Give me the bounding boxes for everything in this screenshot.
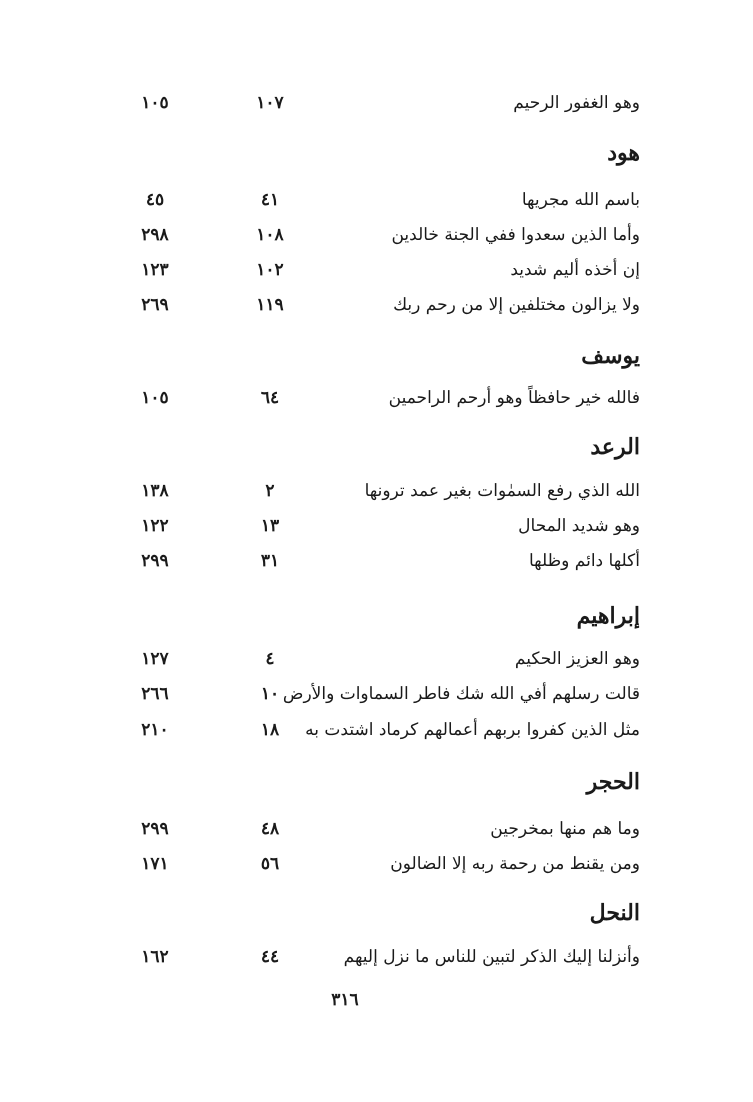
index-entry xyxy=(0,218,753,252)
index-entry xyxy=(0,713,753,747)
verse-text: وأنزلنا إليك الذكر لتبين للناس ما نزل إليهم xyxy=(343,947,640,967)
page-reference: ٤٥ xyxy=(145,190,165,210)
index-entry xyxy=(0,940,753,974)
verse-text: مثل الذين كفروا بربهم أعمالهم كرماد اشتدت به xyxy=(305,720,640,740)
page-reference: ٢٩٨ xyxy=(141,225,169,245)
ayah-number: ١٨ xyxy=(260,720,280,740)
ayah-number: ١٠ xyxy=(260,684,280,704)
surah-heading-arrad: الرعد xyxy=(590,434,640,460)
ayah-number: ١١٩ xyxy=(256,295,284,315)
verse-text: وهو الغفور الرحيم xyxy=(513,93,640,113)
page-reference: ١٢٣ xyxy=(141,260,169,280)
ayah-number: ٤ xyxy=(265,649,275,669)
index-entry xyxy=(0,677,753,711)
index-entry xyxy=(0,509,753,543)
page-reference: ١٢٧ xyxy=(141,649,169,669)
index-entry xyxy=(0,381,753,415)
index-entry xyxy=(0,847,753,881)
surah-heading-annahl: النحل xyxy=(589,900,640,926)
verse-text: وما هم منها بمخرجين xyxy=(490,819,640,839)
index-entry xyxy=(0,474,753,508)
verse-text: وهو العزيز الحكيم xyxy=(514,649,640,669)
page-reference: ١٧١ xyxy=(141,854,169,874)
ayah-number: ١٠٧ xyxy=(256,93,284,113)
ayah-number: ١٠٨ xyxy=(256,225,284,245)
page-reference: ٢٩٩ xyxy=(141,819,169,839)
ayah-number: ٤٤ xyxy=(260,947,280,967)
ayah-number: ٣١ xyxy=(260,551,280,571)
index-entry xyxy=(0,183,753,217)
surah-heading-yusuf: يوسف xyxy=(581,343,640,369)
page-reference: ٢٦٩ xyxy=(141,295,169,315)
page-reference: ٢٩٩ xyxy=(141,551,169,571)
ayah-number: ٤١ xyxy=(260,190,280,210)
verse-text: وأما الذين سعدوا ففي الجنة خالدين xyxy=(391,225,640,245)
verse-text: ومن يقنط من رحمة ربه إلا الضالون xyxy=(390,854,640,874)
verse-text: فالله خير حافظاً وهو أرحم الراحمين xyxy=(388,388,640,408)
index-entry xyxy=(0,86,753,120)
page-reference: ٢٦٦ xyxy=(141,684,169,704)
page-reference: ١٠٥ xyxy=(141,93,169,113)
verse-text: باسم الله مجريها xyxy=(521,190,640,210)
page-reference: ٢١٠ xyxy=(141,720,169,740)
verse-text: ولا يزالون مختلفين إلا من رحم ربك xyxy=(393,295,640,315)
index-entry xyxy=(0,642,753,676)
page-reference: ١٠٥ xyxy=(141,388,169,408)
verse-text: قالت رسلهم أفي الله شك فاطر السماوات والأرض xyxy=(282,684,640,704)
page-reference: ١٦٢ xyxy=(141,947,169,967)
surah-heading-alhijr: الحجر xyxy=(586,769,640,795)
verse-text: وهو شديد المحال xyxy=(518,516,640,536)
ayah-number: ٢ xyxy=(265,481,275,501)
index-entry xyxy=(0,544,753,578)
ayah-number: ١٣ xyxy=(260,516,280,536)
ayah-number: ٦٤ xyxy=(260,388,280,408)
verse-text: أكلها دائم وظلها xyxy=(529,551,640,571)
ayah-number: ٥٦ xyxy=(260,854,280,874)
page-reference: ١٢٢ xyxy=(141,516,169,536)
surah-heading-hud: هود xyxy=(607,140,640,166)
page-number: ٣١٦ xyxy=(331,990,359,1010)
ayah-number: ١٠٢ xyxy=(256,260,284,280)
page-reference: ١٣٨ xyxy=(141,481,169,501)
ayah-number: ٤٨ xyxy=(260,819,280,839)
index-entry xyxy=(0,812,753,846)
index-entry xyxy=(0,288,753,322)
surah-heading-ibrahim: إبراهيم xyxy=(576,603,640,629)
index-entry xyxy=(0,253,753,287)
verse-text: إن أخذه أليم شديد xyxy=(510,260,640,280)
verse-text: الله الذي رفع السمٰوات بغير عمد ترونها xyxy=(364,481,640,501)
